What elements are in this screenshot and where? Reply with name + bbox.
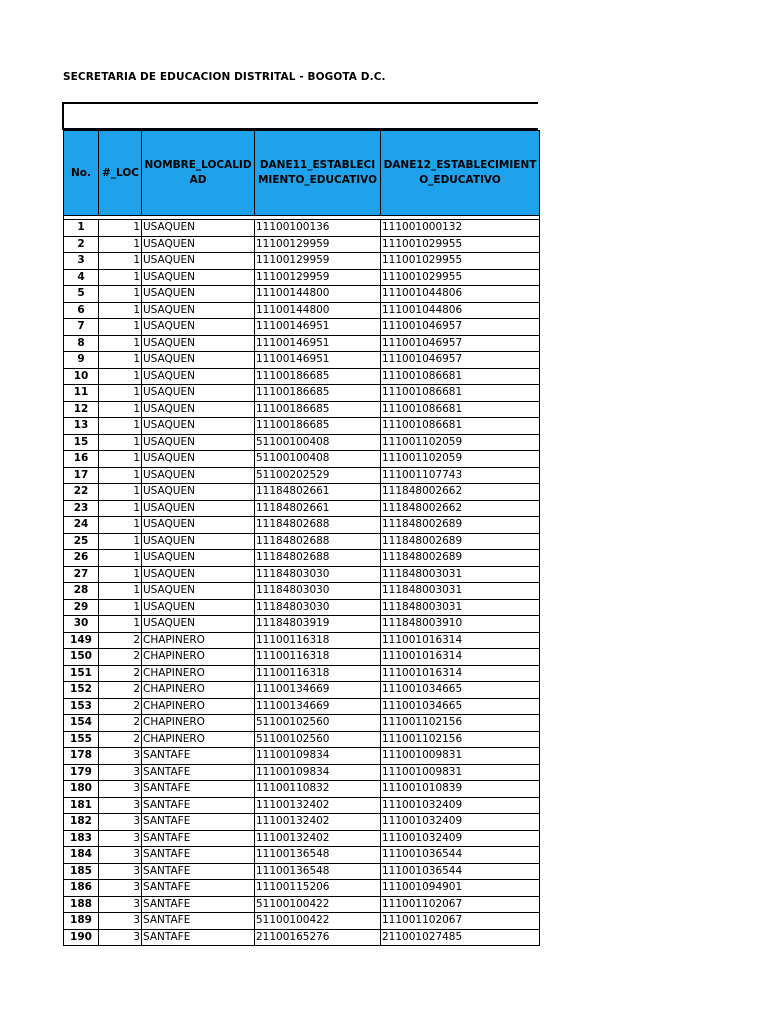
cell-loc: 1	[99, 335, 142, 352]
cell-dane12: 111848003031	[381, 566, 540, 583]
cell-no: 15	[64, 434, 99, 451]
cell-dane11: 11184802661	[255, 500, 381, 517]
cell-localidad: USAQUEN	[142, 550, 255, 567]
cell-loc: 3	[99, 748, 142, 765]
table-row	[64, 484, 540, 501]
table-row	[64, 632, 540, 649]
cell-dane11: 51100102560	[255, 731, 381, 748]
cell-no: 4	[64, 269, 99, 286]
table-row	[64, 616, 540, 633]
cell-localidad: USAQUEN	[142, 599, 255, 616]
cell-localidad: USAQUEN	[142, 368, 255, 385]
cell-dane12: 111001029955	[381, 236, 540, 253]
table-row	[64, 566, 540, 583]
cell-dane11: 11184802688	[255, 533, 381, 550]
cell-localidad: USAQUEN	[142, 286, 255, 303]
cell-localidad: USAQUEN	[142, 500, 255, 517]
cell-localidad: USAQUEN	[142, 302, 255, 319]
cell-localidad: CHAPINERO	[142, 682, 255, 699]
cell-dane11: 11100134669	[255, 682, 381, 699]
cell-localidad: USAQUEN	[142, 269, 255, 286]
cell-no: 10	[64, 368, 99, 385]
table-row	[64, 335, 540, 352]
cell-localidad: CHAPINERO	[142, 731, 255, 748]
cell-loc: 2	[99, 649, 142, 666]
table-row	[64, 319, 540, 336]
cell-loc: 1	[99, 566, 142, 583]
cell-loc: 3	[99, 896, 142, 913]
cell-dane12: 111001009831	[381, 764, 540, 781]
cell-localidad: USAQUEN	[142, 517, 255, 534]
table-row	[64, 550, 540, 567]
table-row	[64, 896, 540, 913]
table-row	[64, 220, 540, 237]
cell-loc: 1	[99, 500, 142, 517]
cell-dane11: 11100146951	[255, 352, 381, 369]
cell-no: 11	[64, 385, 99, 402]
cell-dane12: 111001102067	[381, 913, 540, 930]
table-row	[64, 269, 540, 286]
table-row	[64, 698, 540, 715]
cell-loc: 3	[99, 929, 142, 946]
cell-dane11: 51100100408	[255, 451, 381, 468]
table-row	[64, 302, 540, 319]
cell-loc: 1	[99, 517, 142, 534]
cell-no: 179	[64, 764, 99, 781]
table-row	[64, 649, 540, 666]
cell-dane11: 11100136548	[255, 863, 381, 880]
table-row	[64, 236, 540, 253]
cell-localidad: USAQUEN	[142, 418, 255, 435]
cell-loc: 1	[99, 269, 142, 286]
cell-loc: 1	[99, 550, 142, 567]
cell-loc: 3	[99, 781, 142, 798]
cell-localidad: USAQUEN	[142, 467, 255, 484]
cell-loc: 1	[99, 319, 142, 336]
cell-no: 6	[64, 302, 99, 319]
cell-dane12: 111001044806	[381, 302, 540, 319]
table-row	[64, 533, 540, 550]
cell-dane12: 111848003031	[381, 583, 540, 600]
cell-localidad: SANTAFE	[142, 880, 255, 897]
table-row	[64, 467, 540, 484]
cell-dane11: 11100146951	[255, 319, 381, 336]
table-row	[64, 748, 540, 765]
cell-localidad: CHAPINERO	[142, 698, 255, 715]
cell-no: 185	[64, 863, 99, 880]
cell-loc: 3	[99, 830, 142, 847]
cell-localidad: USAQUEN	[142, 335, 255, 352]
cell-no: 186	[64, 880, 99, 897]
cell-dane12: 111001032409	[381, 797, 540, 814]
cell-dane12: 111848002662	[381, 500, 540, 517]
cell-loc: 1	[99, 352, 142, 369]
table-row	[64, 253, 540, 270]
cell-no: 190	[64, 929, 99, 946]
table-row	[64, 401, 540, 418]
cell-dane11: 51100100422	[255, 896, 381, 913]
cell-dane11: 11100136548	[255, 847, 381, 864]
cell-dane12: 111848002689	[381, 533, 540, 550]
cell-dane11: 11100129959	[255, 236, 381, 253]
table-row	[64, 880, 540, 897]
table-row	[64, 517, 540, 534]
cell-no: 13	[64, 418, 99, 435]
cell-no: 12	[64, 401, 99, 418]
table-row	[64, 731, 540, 748]
cell-no: 180	[64, 781, 99, 798]
cell-dane12: 111001032409	[381, 830, 540, 847]
table-row	[64, 352, 540, 369]
cell-no: 25	[64, 533, 99, 550]
cell-no: 189	[64, 913, 99, 930]
cell-dane11: 21100165276	[255, 929, 381, 946]
cell-dane12: 111001009831	[381, 748, 540, 765]
cell-no: 154	[64, 715, 99, 732]
cell-loc: 3	[99, 814, 142, 831]
cell-localidad: USAQUEN	[142, 566, 255, 583]
table-row	[64, 715, 540, 732]
cell-localidad: USAQUEN	[142, 253, 255, 270]
data-table	[63, 130, 540, 946]
cell-localidad: SANTAFE	[142, 929, 255, 946]
cell-dane11: 11100109834	[255, 748, 381, 765]
cell-loc: 1	[99, 451, 142, 468]
cell-localidad: SANTAFE	[142, 797, 255, 814]
cell-dane11: 11100134669	[255, 698, 381, 715]
table-row	[64, 781, 540, 798]
cell-no: 150	[64, 649, 99, 666]
table-row	[64, 764, 540, 781]
cell-no: 2	[64, 236, 99, 253]
cell-loc: 1	[99, 236, 142, 253]
cell-dane12: 111001046957	[381, 335, 540, 352]
cell-loc: 2	[99, 632, 142, 649]
cell-no: 24	[64, 517, 99, 534]
cell-dane12: 111001010839	[381, 781, 540, 798]
cell-loc: 1	[99, 385, 142, 402]
table-row	[64, 682, 540, 699]
header-dane12: DANE12_ESTABLECIMIENTO_EDUCATIVO	[381, 131, 540, 216]
table-row	[64, 929, 540, 946]
cell-no: 7	[64, 319, 99, 336]
cell-loc: 1	[99, 533, 142, 550]
cell-dane12: 111001016314	[381, 632, 540, 649]
cell-dane11: 11100109834	[255, 764, 381, 781]
cell-localidad: USAQUEN	[142, 451, 255, 468]
cell-loc: 3	[99, 913, 142, 930]
cell-no: 8	[64, 335, 99, 352]
cell-dane11: 11100100136	[255, 220, 381, 237]
cell-dane12: 111001034665	[381, 682, 540, 699]
cell-dane11: 11100116318	[255, 649, 381, 666]
table-row	[64, 913, 540, 930]
cell-dane11: 11184803030	[255, 583, 381, 600]
table-row	[64, 368, 540, 385]
table-row	[64, 599, 540, 616]
cell-dane11: 11100129959	[255, 269, 381, 286]
cell-loc: 1	[99, 253, 142, 270]
cell-dane11: 11100144800	[255, 286, 381, 303]
cell-dane11: 51100102560	[255, 715, 381, 732]
cell-dane12: 111001102067	[381, 896, 540, 913]
cell-localidad: SANTAFE	[142, 781, 255, 798]
cell-no: 188	[64, 896, 99, 913]
table-row	[64, 286, 540, 303]
table-row	[64, 385, 540, 402]
cell-dane12: 111001036544	[381, 863, 540, 880]
cell-loc: 2	[99, 715, 142, 732]
cell-dane12: 111001029955	[381, 269, 540, 286]
table-row	[64, 830, 540, 847]
cell-no: 22	[64, 484, 99, 501]
cell-no: 5	[64, 286, 99, 303]
cell-localidad: SANTAFE	[142, 847, 255, 864]
cell-localidad: SANTAFE	[142, 748, 255, 765]
cell-no: 178	[64, 748, 99, 765]
cell-localidad: USAQUEN	[142, 434, 255, 451]
cell-loc: 1	[99, 286, 142, 303]
cell-dane11: 11184803919	[255, 616, 381, 633]
cell-dane12: 111001016314	[381, 665, 540, 682]
cell-loc: 3	[99, 764, 142, 781]
cell-loc: 1	[99, 418, 142, 435]
cell-loc: 1	[99, 302, 142, 319]
table-row	[64, 434, 540, 451]
cell-dane11: 11184802661	[255, 484, 381, 501]
cell-dane12: 111001102059	[381, 451, 540, 468]
header-loc: #_LOC	[99, 131, 142, 216]
cell-no: 153	[64, 698, 99, 715]
cell-dane11: 11100115206	[255, 880, 381, 897]
cell-dane12: 111001044806	[381, 286, 540, 303]
cell-dane12: 111001000132	[381, 220, 540, 237]
cell-dane12: 111848003910	[381, 616, 540, 633]
table-row	[64, 797, 540, 814]
cell-no: 149	[64, 632, 99, 649]
cell-localidad: USAQUEN	[142, 533, 255, 550]
cell-dane11: 11100186685	[255, 401, 381, 418]
cell-dane12: 111848002689	[381, 550, 540, 567]
cell-localidad: USAQUEN	[142, 352, 255, 369]
cell-dane11: 11100132402	[255, 830, 381, 847]
header-row	[64, 131, 540, 216]
cell-no: 30	[64, 616, 99, 633]
cell-loc: 3	[99, 863, 142, 880]
cell-no: 26	[64, 550, 99, 567]
cell-dane11: 11100186685	[255, 368, 381, 385]
cell-dane12: 111001102059	[381, 434, 540, 451]
cell-loc: 1	[99, 599, 142, 616]
cell-no: 151	[64, 665, 99, 682]
cell-no: 17	[64, 467, 99, 484]
cell-localidad: USAQUEN	[142, 236, 255, 253]
header-nombre-localidad: NOMBRE_LOCALIDAD	[142, 131, 255, 216]
cell-localidad: CHAPINERO	[142, 649, 255, 666]
cell-dane11: 11100129959	[255, 253, 381, 270]
table-row	[64, 847, 540, 864]
cell-loc: 2	[99, 665, 142, 682]
cell-loc: 1	[99, 467, 142, 484]
cell-loc: 2	[99, 682, 142, 699]
cell-dane12: 111001086681	[381, 368, 540, 385]
cell-localidad: USAQUEN	[142, 385, 255, 402]
cell-dane12: 111001102156	[381, 731, 540, 748]
cell-no: 28	[64, 583, 99, 600]
cell-dane12: 111848002689	[381, 517, 540, 534]
cell-loc: 1	[99, 616, 142, 633]
cell-dane11: 11184803030	[255, 599, 381, 616]
cell-no: 182	[64, 814, 99, 831]
cell-dane11: 11100132402	[255, 797, 381, 814]
cell-loc: 1	[99, 368, 142, 385]
cell-loc: 1	[99, 401, 142, 418]
cell-dane12: 111001086681	[381, 385, 540, 402]
table-row	[64, 451, 540, 468]
cell-dane11: 11100110832	[255, 781, 381, 798]
document-title: SECRETARIA DE EDUCACION DISTRITAL - BOGOTA D.C.	[63, 71, 386, 83]
cell-dane12: 111001046957	[381, 352, 540, 369]
cell-dane12: 111001046957	[381, 319, 540, 336]
cell-no: 183	[64, 830, 99, 847]
cell-no: 3	[64, 253, 99, 270]
cell-no: 9	[64, 352, 99, 369]
cell-dane12: 111848003031	[381, 599, 540, 616]
cell-no: 1	[64, 220, 99, 237]
cell-localidad: CHAPINERO	[142, 632, 255, 649]
cell-no: 16	[64, 451, 99, 468]
cell-dane11: 51100100422	[255, 913, 381, 930]
cell-loc: 1	[99, 434, 142, 451]
cell-dane12: 111001086681	[381, 401, 540, 418]
cell-dane12: 111001032409	[381, 814, 540, 831]
cell-dane12: 211001027485	[381, 929, 540, 946]
cell-loc: 2	[99, 698, 142, 715]
cell-localidad: SANTAFE	[142, 913, 255, 930]
table-row	[64, 583, 540, 600]
table-row	[64, 814, 540, 831]
cell-no: 29	[64, 599, 99, 616]
cell-localidad: SANTAFE	[142, 830, 255, 847]
cell-localidad: CHAPINERO	[142, 665, 255, 682]
cell-loc: 3	[99, 797, 142, 814]
cell-dane11: 11184802688	[255, 550, 381, 567]
cell-loc: 1	[99, 220, 142, 237]
cell-localidad: USAQUEN	[142, 220, 255, 237]
cell-localidad: SANTAFE	[142, 764, 255, 781]
cell-localidad: USAQUEN	[142, 583, 255, 600]
cell-no: 152	[64, 682, 99, 699]
cell-dane12: 111001016314	[381, 649, 540, 666]
cell-dane11: 11100132402	[255, 814, 381, 831]
cell-dane11: 11184803030	[255, 566, 381, 583]
cell-dane12: 111001094901	[381, 880, 540, 897]
cell-loc: 1	[99, 484, 142, 501]
cell-dane11: 11100116318	[255, 665, 381, 682]
cell-dane11: 51100100408	[255, 434, 381, 451]
cell-localidad: CHAPINERO	[142, 715, 255, 732]
table-row	[64, 863, 540, 880]
cell-dane11: 11100186685	[255, 418, 381, 435]
header-dane11: DANE11_ESTABLECIMIENTO_EDUCATIVO	[255, 131, 381, 216]
table-row	[64, 665, 540, 682]
cell-no: 23	[64, 500, 99, 517]
cell-loc: 2	[99, 731, 142, 748]
cell-dane11: 11100116318	[255, 632, 381, 649]
cell-dane11: 11100146951	[255, 335, 381, 352]
table-row	[64, 500, 540, 517]
cell-dane11: 11100186685	[255, 385, 381, 402]
title-box	[62, 102, 538, 130]
cell-loc: 3	[99, 847, 142, 864]
cell-dane12: 111001102156	[381, 715, 540, 732]
cell-localidad: SANTAFE	[142, 863, 255, 880]
header-no: No.	[64, 131, 99, 216]
cell-dane11: 11184802688	[255, 517, 381, 534]
cell-dane12: 111001036544	[381, 847, 540, 864]
cell-localidad: USAQUEN	[142, 401, 255, 418]
cell-dane11: 11100144800	[255, 302, 381, 319]
cell-localidad: USAQUEN	[142, 319, 255, 336]
cell-dane12: 111001107743	[381, 467, 540, 484]
cell-localidad: USAQUEN	[142, 616, 255, 633]
cell-dane12: 111848002662	[381, 484, 540, 501]
cell-loc: 3	[99, 880, 142, 897]
cell-no: 155	[64, 731, 99, 748]
cell-dane12: 111001086681	[381, 418, 540, 435]
cell-localidad: SANTAFE	[142, 896, 255, 913]
cell-loc: 1	[99, 583, 142, 600]
table-row	[64, 418, 540, 435]
cell-no: 184	[64, 847, 99, 864]
cell-dane12: 111001034665	[381, 698, 540, 715]
cell-localidad: SANTAFE	[142, 814, 255, 831]
cell-localidad: USAQUEN	[142, 484, 255, 501]
cell-no: 181	[64, 797, 99, 814]
cell-no: 27	[64, 566, 99, 583]
cell-dane11: 51100202529	[255, 467, 381, 484]
cell-dane12: 111001029955	[381, 253, 540, 270]
